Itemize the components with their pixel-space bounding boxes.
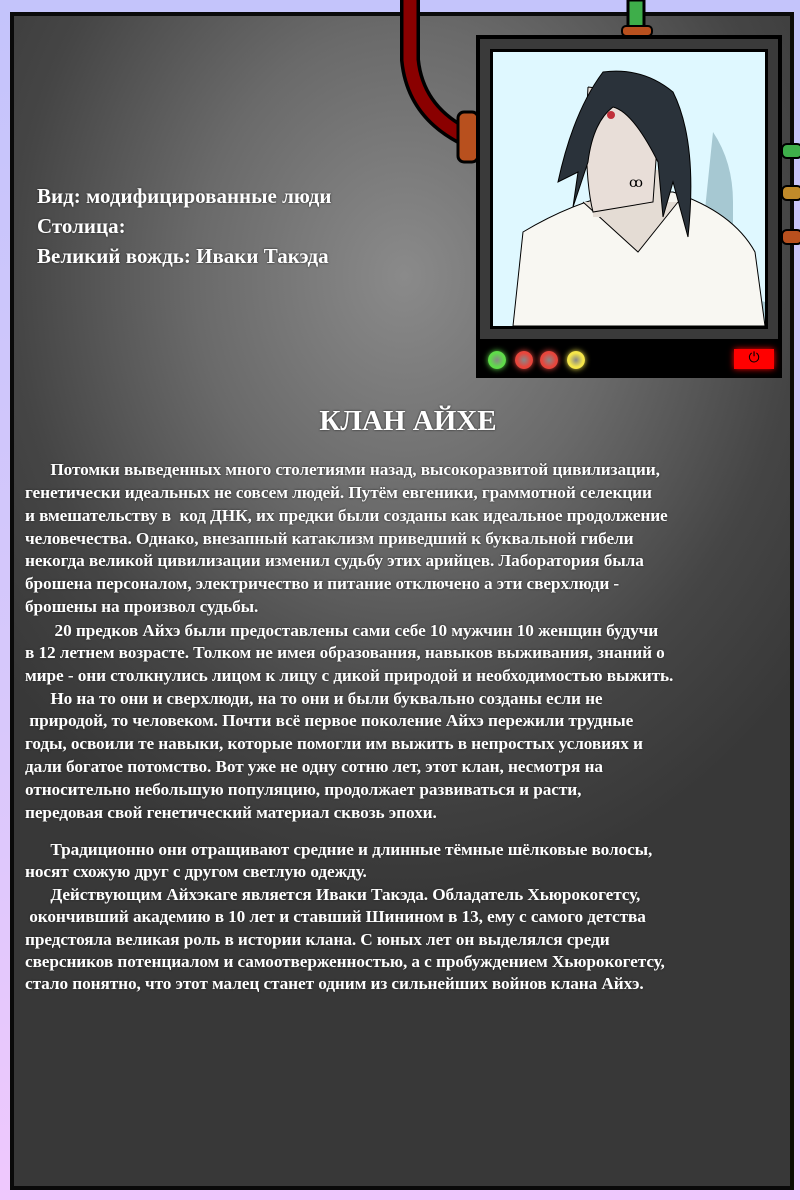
status-led-red [515,351,533,369]
body-line: сверсников потенциалом и самоотверженностью, а с пробуждением Хьюрокогетсу, [25,952,665,971]
body-line: Традиционно они отращивают средние и длинные тёмные шёлковые волосы, [25,840,653,859]
body-line: брошена персоналом, электричество и питание отключено а эти сверхлюди - [25,574,620,593]
body-line: Потомки выведенных много столетиями назад, высокоразвитой цивилизации, [25,460,660,479]
body-line: Но на то они и сверхлюди, на то они и были буквально созданы если не [25,689,603,708]
body-line: годы, освоили те навыки, которые помогли им выжить в непростых условиях и [25,734,643,753]
character-portrait-screen [490,49,768,329]
side-cable-green [782,144,800,158]
monitor-frame [476,35,782,343]
body-line: и вмешательству в код ДНК, их предки были созданы как идеальное продолжение [25,506,668,525]
body-line: мире - они столкнулись лицом к лицу с дикой природой и необходимостью выжить. [25,666,674,685]
body-line: некогда великой цивилизации изменил судьбу этих арийцев. Лаборатория была [25,551,644,570]
monitor-control-bar [476,342,782,378]
side-cable-orange [782,186,800,200]
info-leader: Великий вождь: Иваки Такэда [37,244,329,268]
body-line: 20 предков Айхэ были предоставлены сами себе 10 мужчин 10 женщин будучи [25,621,659,640]
info-capital: Столица: [37,214,126,238]
body-line: дали богатое потомство. Вот уже не одну сотню лет, этот клан, несмотря на [25,757,603,776]
power-button[interactable] [734,349,774,369]
svg-text:ꝏ: ꝏ [629,176,643,191]
info-species: Вид: модифицированные люди [37,184,332,208]
body-line: в 12 летнем возрасте. Толком не имея образования, навыков выживания, знаний о [25,643,665,662]
status-led-yellow [567,351,585,369]
body-line: брошены на произвол судьбы. [25,597,259,616]
body-line: генетически идеальных не совсем людей. Путём евгеники, граммотной селекции [25,483,652,502]
body-line: человечества. Однако, внезапный катаклизм приведший к буквальной гибели [25,529,634,548]
status-led-green [488,351,506,369]
body-line: стало понятно, что этот малец станет одним из сильнейших войнов клана Айхэ. [25,974,644,993]
character-portrait [493,52,765,326]
status-led-red [540,351,558,369]
body-line: носят схожую друг с другом светлую одежду. [25,862,367,881]
body-line: относительно небольшую популяцию, продолжает развиваться и расти, [25,780,582,799]
body-line: передовая свой генетический материал сквозь эпохи. [25,803,437,822]
red-cable-connector [458,112,478,162]
body-line: Действующим Айхэкаге является Иваки Такэда. Обладатель Хьюрокогетсу, [25,885,641,904]
body-line: предстояла великая роль в истории клана. С юных лет он выделялся среди [25,930,610,949]
body-line: природой, то человеком. Почти всё первое поколение Айхэ пережили трудные [25,711,634,730]
side-cable-red [782,230,800,244]
power-icon: ⏻ [748,351,760,366]
body-line: окончивший академию в 10 лет и ставший Шинином в 13, ему с самого детства [25,907,646,926]
page-title: КЛАН АЙХЕ [319,405,497,437]
